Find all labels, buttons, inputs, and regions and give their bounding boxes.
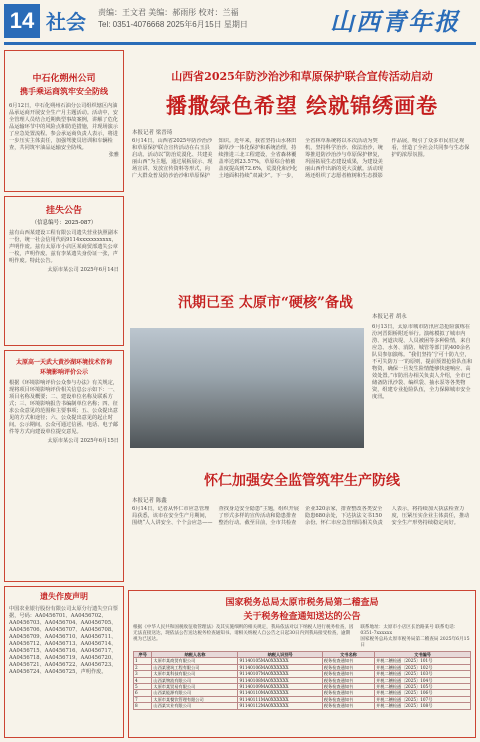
main-article (128, 50, 476, 270)
left-top-body: 6月12日，中石化朔州石油分公司组织辖区内油品承运商开展安全生产月主题活动。活动中，安全管理人员结合近期典型事故案例，讲解了危化品运输环节中的风险点和防范措施，并现场演示了应急处置流程。参会承运商负责人表示，将进一步压实主体责任，加强驾驶员培训和车辆检查，共同筑牢油品运输安全防线。 (9, 103, 118, 151)
table-cell: 91140106MA0XXXXXX (238, 664, 322, 670)
tax-table-header-cell: 序号 (134, 652, 152, 658)
table-cell: 91140110MA0XXXXXX (238, 690, 322, 696)
notice-title: 挂失公告 (45, 206, 82, 216)
section-name: 社会 (46, 10, 86, 34)
notice-closing: 太原市某公司 2025年6月14日 (47, 267, 119, 273)
table-cell: 山西某能源有限公司 (152, 690, 238, 696)
left-top-article (4, 50, 124, 192)
safety-headline: 怀仁加强安全监管筑牢生产防线 (204, 473, 400, 489)
flood-body: 6月13日，太原市城市防汛应急抢险演练在汾河晋阳桥附近举行。演练模拟了城市内涝、河道决堤、人员被困等多种险情，来自应急、水务、消防、城管等部门的400余名队员参加演练。“我们坚持‘宁可十防九空，不可失防万一’的原则，提前预置抢险队伍和物资，确保一旦发生险情能够快速响应、高效处置。”市防汛办相关负责人介绍，全市已储备防汛沙袋、编织袋、抽水泵等各类物资，组建专业抢险队伍，全力保障城市安全度汛。 (372, 324, 473, 400)
newspaper-logo: 山西青年报 (330, 7, 460, 36)
main-kicker: 山西省2025年防沙治沙和草原保护联合宣传活动启动 (171, 70, 433, 83)
tax-table-header-cell: 纳税人识别号 (238, 652, 322, 658)
table-cell: 6 (134, 690, 152, 696)
eia-body: 根据《环境影响评价公众参与办法》有关规定，现将项目环境影响评价相关信息公示如下：一、项目名称及概要；二、建设单位名称及联系方式；三、环境影响报告书编制单位名称；四、征求公众意见的范围和主要事项；五、公众提出意见的方式和途径；六、公众提出意见的起止时间。公示期间，公众可通过信函、电话、电子邮件等方式向建设单位提交意见。 (9, 380, 118, 435)
main-byline: 本报记者 梁晋琦 (132, 130, 173, 136)
eia-closing: 太原市某公司 2025年6月15日 (47, 438, 119, 444)
editor-line: 责编：王文君 美编：郝雨彤 校对：兰福 (98, 8, 239, 17)
tax-notice (128, 590, 476, 738)
flood-headline: 汛期已至 太原市“硬核”备战 (178, 295, 353, 311)
table-cell: 并税二稽检通〔2025〕108号 (375, 703, 471, 709)
table-cell: 91140108MA0XXXXXX (238, 677, 322, 683)
eia-notice (4, 350, 124, 582)
table-cell: 并税二稽检通〔2025〕104号 (375, 677, 471, 683)
tax-intro: 根据《中华人民共和国税收征收管理法》及其实施细则的相关规定，我局依法对以下纳税人进行税务检查，因无法直接送达，现依法公告送达税务检查通知书。请相关纳税人自公告之日起30日内到我局接受检查，逾期视为已送达。 (133, 625, 354, 642)
tax-table (133, 651, 471, 710)
table-cell: 山西某实业有限公司 (152, 703, 238, 709)
table-cell: 太原市某贸易有限公司 (152, 684, 238, 690)
table-cell: 太原市某餐饮管理有限公司 (152, 696, 238, 702)
tax-table-header-cell: 纳税人名称 (152, 652, 238, 658)
table-cell: 税务检查通知书 (322, 677, 374, 683)
table-cell: 并税二稽检通〔2025〕103号 (375, 671, 471, 677)
table-cell: 5 (134, 684, 152, 690)
table-cell: 税务检查通知书 (322, 690, 374, 696)
left-top-title-2: 携手乘运商筑牢安全防线 (20, 86, 108, 96)
table-cell: 并税二稽检通〔2025〕107号 (375, 696, 471, 702)
table-cell: 税务检查通知书 (322, 696, 374, 702)
table-cell: 山西某物流有限公司 (152, 677, 238, 683)
left-top-author: 张雅 (108, 152, 119, 158)
table-cell: 3 (134, 671, 152, 677)
table-cell: 1 (134, 658, 152, 664)
table-cell: 山西某建筑工程有限公司 (152, 664, 238, 670)
table-cell: 太原市某科技有限公司 (152, 671, 238, 677)
table-cell: 税务检查通知书 (322, 664, 374, 670)
flood-article (128, 284, 476, 454)
void-body: 中国农业银行股份有限公司太原分行遗失空白票据，号码：AA0456701、AA0456702、AA0456703、AA0456704、AA0456705、AA0456706、AA0456707、AA0456708、AA0456709、AA0456710、AA0456711、AA0456712、AA0456713、AA0456714、AA0456715、AA0456716、AA0456717、AA0456718、AA0456719、AA0456720、AA0456721、AA0456722、AA0456723、AA0456724、AA0456725，声明作废。 (9, 606, 118, 675)
main-body: 6月14日，山西省2025年防沙治沙和草原保护联合宣传活动在右玉县启动。活动以“防治荒漠化、共建美丽山西”为主题，通过展板展示、现场宣讲、发放宣传资料等形式，向广大群众普及防沙治沙和草原保护知识。近年来，我省坚持山水林田湖草沙一体化保护和系统治理，持续推进三北工程建设，全省森林覆盖率达到23.57%，草原综合植被盖度提高到72.6%，荒漠化和沙化土地面积持续“双减少”。下一步，全省林草系统将以本次活动为契机，坚持科学治沙、依法治沙，统筹推进防沙治沙与草原保护修复，巩固拓展生态建设成果，为建设美丽山西作出新的更大贡献。活动现场还组织了志愿者植树和生态摄影作品展，吸引了众多市民驻足观看，营造了全社会共同参与生态保护的浓厚氛围。 (132, 138, 470, 179)
table-cell: 7 (134, 696, 152, 702)
table-cell: 并税二稽检通〔2025〕106号 (375, 690, 471, 696)
table-cell: 并税二稽检通〔2025〕102号 (375, 664, 471, 670)
table-cell: 91140107MA0XXXXXX (238, 671, 322, 677)
table-cell: 税务检查通知书 (322, 703, 374, 709)
table-cell: 税务检查通知书 (322, 684, 374, 690)
void-notice (4, 586, 124, 738)
eia-title-2: 环境影响评价公示 (39, 369, 88, 376)
tax-contact: 联系地址：太原市小店区长治路某号 联系电话：0351-7xxxxxx (360, 625, 459, 636)
header-rule (4, 42, 476, 45)
tax-table-header-cell: 文书名称 (322, 652, 374, 658)
notice-body: 兹有山西某建设工程有限公司遗失营业执照副本一份，统一社会信用代码9114xxxxxxxxxxx，声明作废。兹有太原市小店区某商贸部遗失公章一枚，声明作废。兹有李某遗失身份证一张，声明作废。特此公告。 (9, 230, 118, 264)
table-cell: 8 (134, 703, 152, 709)
table-row (134, 703, 471, 709)
tax-title-1: 国家税务总局太原市税务局第二稽查局 (225, 598, 379, 608)
date-line: Tel: 0351-4076668 2025年6月15日 星期日 (98, 20, 248, 29)
main-headline: 播撒绿色希望 绘就锦绣画卷 (165, 93, 439, 118)
table-cell: 91140112MA0XXXXXX (238, 703, 322, 709)
safety-body: 6月14日，记者从怀仁市应急管理局获悉，该市在安全生产月期间，围绕“人人讲安全、个个会应急——查找身边安全隐患”主题，组织开展了形式多样的宣传活动和隐患排查整治行动。截至目前，全市共检查企业320余家，排查整改各类安全隐患680余处，下达执法文书150余份。怀仁市应急管理局相关负责人表示，将持续加大执法检查力度，压紧压实企业主体责任，推动安全生产形势持续稳定向好。 (132, 506, 470, 526)
table-cell: 4 (134, 677, 152, 683)
table-cell: 91140105MA0XXXXXX (238, 658, 322, 664)
tax-signature: 国家税务总局太原市税务局第二稽查局 2025年6月15日 (360, 637, 470, 648)
table-cell: 91140111MA0XXXXXX (238, 696, 322, 702)
safety-article (128, 462, 476, 586)
flood-byline: 本报记者 胡永 (372, 314, 407, 320)
tax-title-2: 关于税务检查通知送达的公告 (243, 612, 361, 622)
page-number: 14 (4, 4, 40, 38)
void-title: 遗失作废声明 (40, 591, 88, 601)
table-cell: 2 (134, 664, 152, 670)
eia-title-1: 太原高一天武大黄沙湖环境技术咨询 (15, 359, 112, 366)
table-cell: 税务检查通知书 (322, 671, 374, 677)
table-cell: 太原市某商贸有限公司 (152, 658, 238, 664)
safety-byline: 本报记者 陈鑫 (132, 498, 167, 504)
table-cell: 税务检查通知书 (322, 658, 374, 664)
table-cell: 并税二稽检通〔2025〕101号 (375, 658, 471, 664)
notice-subtitle: （信息编号：2025-087） (31, 220, 97, 226)
table-cell: 并税二稽检通〔2025〕105号 (375, 684, 471, 690)
lost-notice (4, 196, 124, 346)
tax-table-header-cell: 文书编号 (375, 652, 471, 658)
left-top-title-1: 中石化朔州公司 (32, 74, 96, 84)
page-header (0, 0, 480, 46)
flood-drill-photo (130, 328, 364, 448)
table-cell: 91140109MA0XXXXXX (238, 684, 322, 690)
